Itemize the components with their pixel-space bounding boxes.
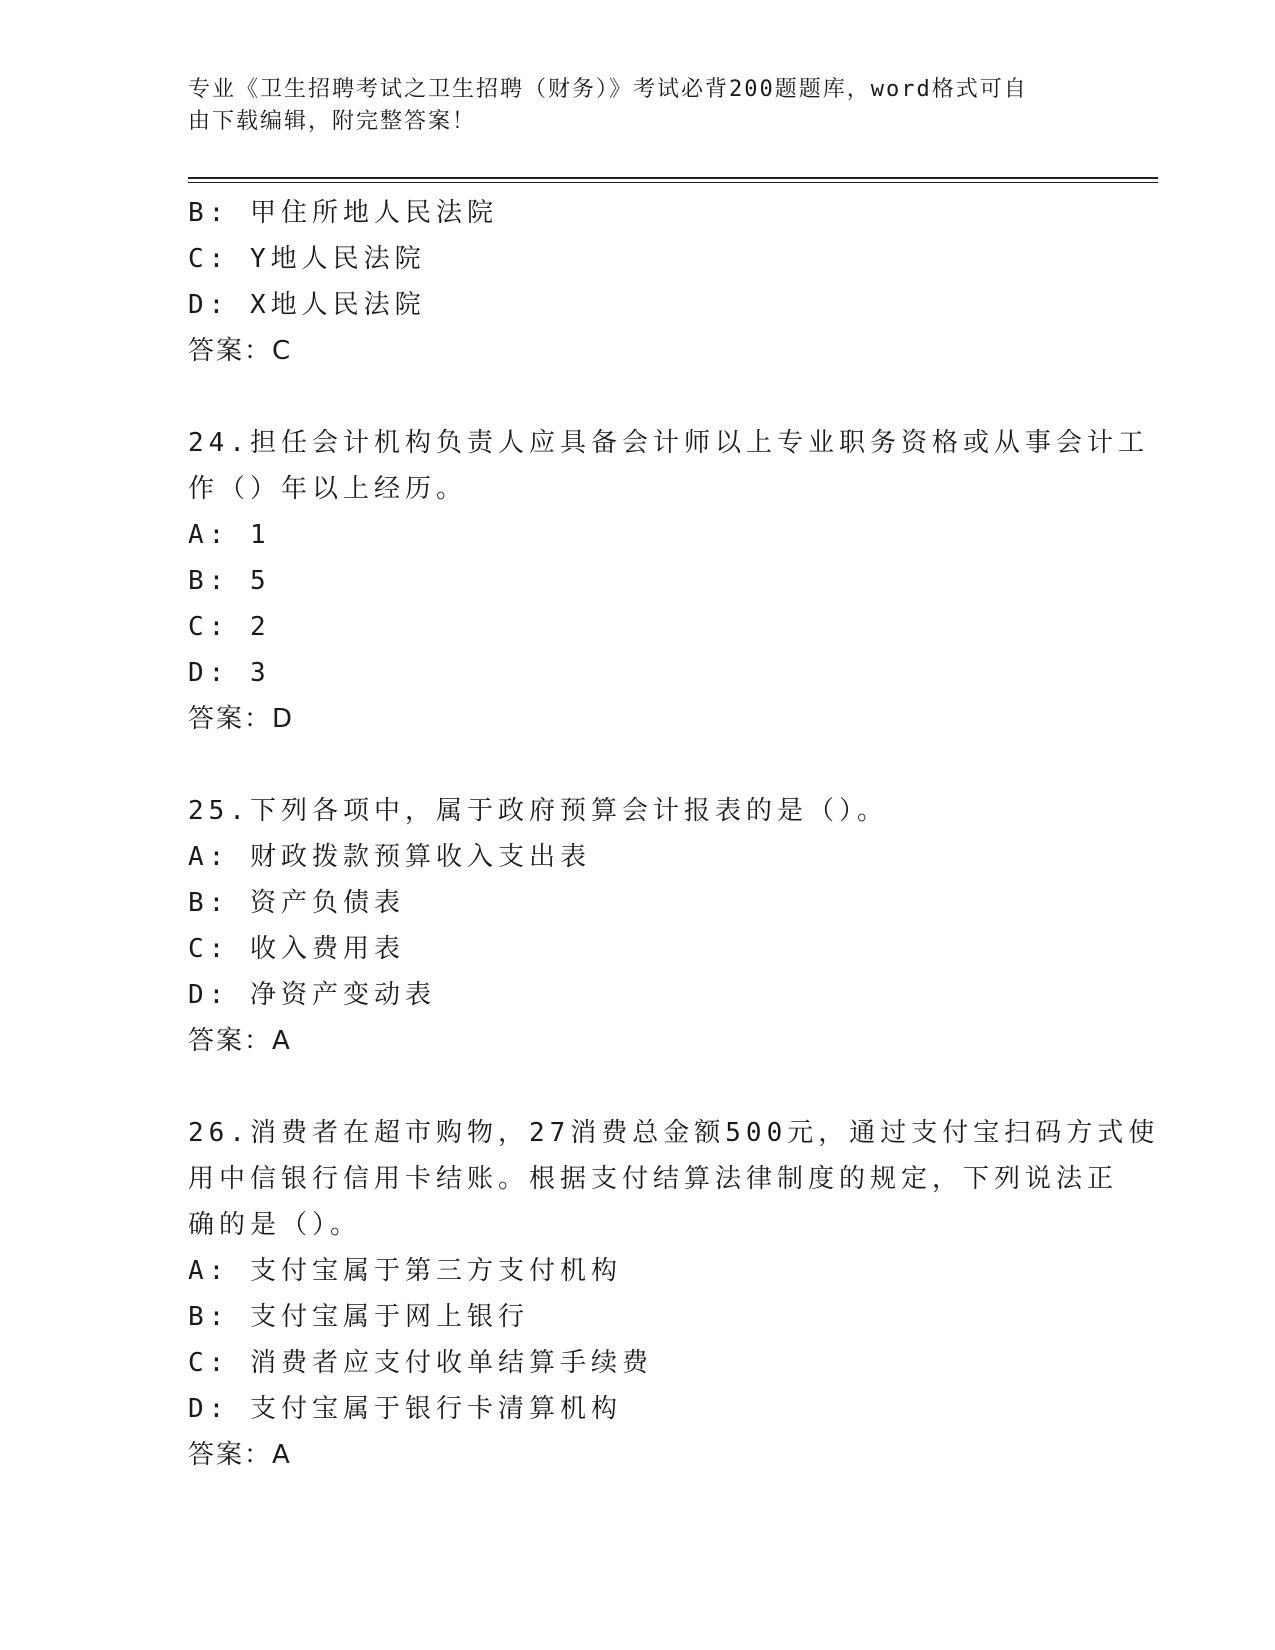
- document-header: [188, 74, 1088, 138]
- option-b: B: 资产负债表: [188, 888, 405, 918]
- answer-line: 答案：A: [188, 1440, 292, 1470]
- option-b: B: 支付宝属于网上银行: [188, 1302, 529, 1332]
- spacer: [188, 742, 1088, 788]
- answer-line: 答案：C: [188, 336, 293, 366]
- header-line-1: 专业《卫生招聘考试之卫生招聘（财务）》考试必背200题题库，word格式可自: [188, 77, 1028, 102]
- option-b: B: 甲住所地人民法院: [188, 198, 498, 228]
- spacer: [188, 1064, 1088, 1110]
- question-23-continuation: [188, 190, 1088, 374]
- question-stem: 25.下列各项中，属于政府预算会计报表的是（）。: [188, 796, 888, 826]
- option-a: A: 支付宝属于第三方支付机构: [188, 1256, 622, 1286]
- option-a: A: 1: [188, 520, 271, 550]
- question-26: [188, 1110, 1160, 1478]
- question-stem: 作（）年以上经历。: [188, 474, 468, 504]
- spacer: [188, 374, 1088, 420]
- question-stem: 24.担任会计机构负责人应具备会计师以上专业职务资格或从事会计工: [188, 428, 1149, 458]
- header-divider-thin: [188, 182, 1158, 183]
- option-a: A: 财政拨款预算收入支出表: [188, 842, 591, 872]
- question-25: [188, 788, 1088, 1064]
- answer-line: 答案：A: [188, 1026, 292, 1056]
- question-stem: 用中信银行信用卡结账。根据支付结算法律制度的规定，下列说法正: [188, 1164, 1119, 1194]
- question-stem: 26.消费者在超市购物，27消费总金额500元，通过支付宝扫码方式使: [188, 1118, 1160, 1148]
- option-b: B: 5: [188, 566, 271, 596]
- option-d: D: X地人民法院: [188, 290, 426, 320]
- option-d: D: 净资产变动表: [188, 980, 436, 1010]
- header-divider-thick: [188, 177, 1158, 179]
- option-c: C: 消费者应支付收单结算手续费: [188, 1348, 653, 1378]
- option-d: D: 支付宝属于银行卡清算机构: [188, 1394, 622, 1424]
- question-24: [188, 420, 1149, 742]
- option-c: C: 收入费用表: [188, 934, 405, 964]
- answer-line: 答案：D: [188, 704, 295, 734]
- option-c: C: 2: [188, 612, 271, 642]
- header-line-2: 由下载编辑，附完整答案！: [188, 109, 477, 134]
- question-stem: 确的是（）。: [188, 1210, 362, 1240]
- option-d: D: 3: [188, 658, 271, 688]
- option-c: C: Y地人民法院: [188, 244, 426, 274]
- question-list: [188, 190, 1160, 1478]
